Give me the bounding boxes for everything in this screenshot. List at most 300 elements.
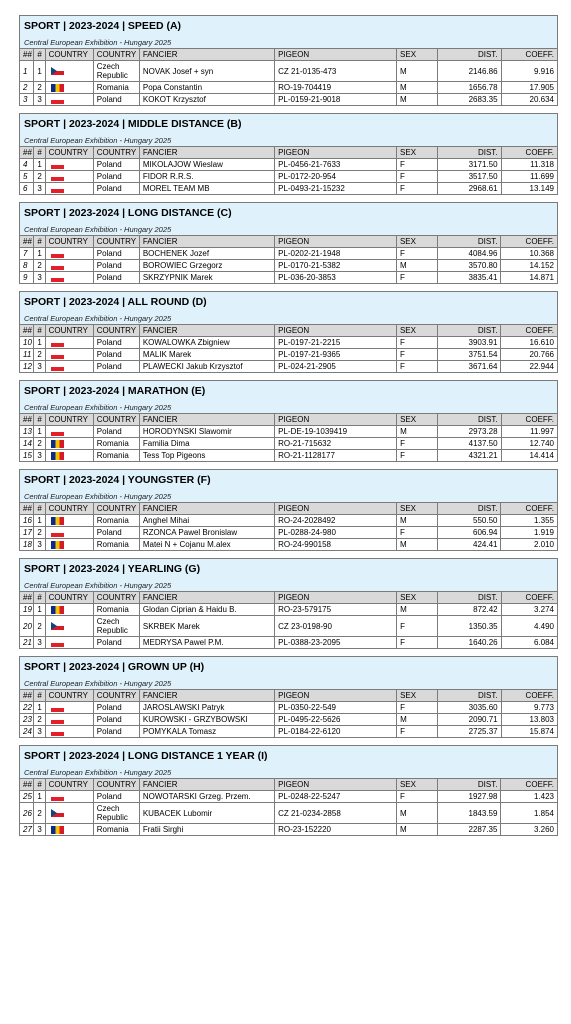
pigeon-cell: PL-0493-21-15232 (275, 183, 397, 195)
country-cell: Poland (93, 637, 139, 649)
row-number: 17 (20, 527, 34, 539)
category-section (19, 113, 558, 195)
col-dist-header: DIST. (438, 49, 502, 61)
rank-cell: 1 (34, 515, 45, 527)
table-row (20, 260, 558, 272)
country-flag-cell (45, 527, 93, 539)
pigeon-cell: PL-0170-21-5382 (275, 260, 397, 272)
fancier-cell: Matei N + Cojanu M.alex (139, 539, 274, 551)
sex-cell: M (397, 515, 438, 527)
dist-cell: 4321.21 (438, 450, 502, 462)
country-flag-cell (45, 82, 93, 94)
country-flag-cell (45, 349, 93, 361)
flag-icon-ro (51, 440, 64, 448)
country-cell: Poland (93, 171, 139, 183)
country-cell: Romania (93, 515, 139, 527)
dist-cell: 2090.71 (438, 714, 502, 726)
country-cell: Romania (93, 824, 139, 836)
fancier-cell: POMYKALA Tomasz (139, 726, 274, 738)
col-pigeon-header: PIGEON (275, 414, 397, 426)
col-country-flag-header: COUNTRY (45, 779, 93, 791)
table-header-row (20, 147, 558, 159)
section-title: SPORT | 2023-2024 | YOUNGSTER (F) (20, 470, 558, 491)
sex-cell: F (397, 438, 438, 450)
col-pigeon-header: PIGEON (275, 147, 397, 159)
pigeon-cell: PL-0495-22-5626 (275, 714, 397, 726)
flag-icon-ro (51, 452, 64, 460)
sex-cell: M (397, 426, 438, 438)
dist-cell: 1927.98 (437, 791, 501, 803)
fancier-cell: PLAWECKI Jakub Krzysztof (139, 361, 274, 373)
col-rank-header: # (34, 325, 45, 337)
row-number: 5 (20, 171, 34, 183)
row-number: 4 (20, 159, 34, 171)
fancier-cell: MIKOLAJOW Wieslaw (139, 159, 274, 171)
col-fancier-header: FANCIER (139, 325, 274, 337)
col-fancier-header: FANCIER (139, 147, 274, 159)
col-fancier-header: FANCIER (139, 779, 274, 791)
country-cell: Poland (93, 272, 139, 284)
dist-cell: 3171.50 (438, 159, 502, 171)
fancier-cell: MEDRYSA Pawel P.M. (139, 637, 274, 649)
table-header-row (20, 236, 558, 248)
sex-cell: M (397, 539, 438, 551)
dist-cell: 3671.64 (437, 361, 501, 373)
coeff-cell: 9.916 (501, 61, 557, 82)
col-rownum-header: ## (20, 690, 34, 702)
row-number: 16 (20, 515, 34, 527)
flag-icon-ro (51, 826, 64, 834)
sex-cell: F (397, 702, 438, 714)
country-cell: Romania (93, 450, 139, 462)
flag-icon-pl (51, 639, 64, 647)
col-coeff-header: COEFF. (501, 503, 558, 515)
col-pigeon-header: PIGEON (275, 690, 397, 702)
col-dist-header: DIST. (438, 592, 502, 604)
dist-cell: 550.50 (437, 515, 501, 527)
col-rownum-header: ## (20, 592, 34, 604)
country-flag-cell (45, 714, 93, 726)
country-cell: Poland (93, 791, 139, 803)
rank-cell: 1 (34, 61, 45, 82)
row-number: 15 (20, 450, 34, 462)
country-cell: Romania (93, 82, 139, 94)
coeff-cell: 20.766 (501, 349, 558, 361)
sex-cell: F (397, 183, 438, 195)
flag-icon-pl (51, 262, 64, 270)
country-flag-cell (45, 539, 93, 551)
table-row (20, 726, 558, 738)
sex-cell: F (396, 361, 437, 373)
fancier-cell: Anghel Mihai (139, 515, 274, 527)
table-row (20, 450, 558, 462)
col-sex-header: SEX (397, 592, 438, 604)
col-rank-header: # (34, 503, 45, 515)
table-row (20, 702, 558, 714)
pigeon-cell: CZ 21-0135-473 (275, 61, 397, 82)
table-row (20, 426, 558, 438)
country-flag-cell (45, 824, 93, 836)
sex-cell: M (397, 82, 438, 94)
row-number: 3 (20, 94, 34, 106)
coeff-cell: 14.152 (501, 260, 558, 272)
flag-icon-pl (51, 716, 64, 724)
category-section (19, 380, 558, 462)
pigeon-cell: PL-0350-22-549 (275, 702, 397, 714)
dist-cell: 2683.35 (438, 94, 502, 106)
dist-cell: 1843.59 (437, 803, 501, 824)
country-cell: Poland (93, 159, 139, 171)
country-cell: Poland (93, 260, 139, 272)
fancier-cell: KUBACEK Lubomir (139, 803, 274, 824)
table-row (20, 824, 558, 836)
table-row (20, 61, 558, 82)
pigeon-cell: RO-24-2028492 (275, 515, 397, 527)
dist-cell: 3570.80 (437, 260, 501, 272)
row-number: 1 (20, 61, 34, 82)
pigeon-cell: PL-0197-21-2215 (275, 337, 397, 349)
row-number: 18 (20, 539, 34, 551)
rank-cell: 2 (34, 438, 45, 450)
col-sex-header: SEX (396, 236, 437, 248)
dist-cell: 2725.37 (438, 726, 502, 738)
pigeon-cell: PL-0248-22-5247 (275, 791, 397, 803)
col-country-header: COUNTRY (93, 325, 139, 337)
pigeon-cell: PL-DE-19-1039419 (275, 426, 397, 438)
fancier-cell: KUROWSKI - GRZYBOWSKI (139, 714, 274, 726)
country-flag-cell (45, 171, 93, 183)
col-country-header: COUNTRY (93, 690, 139, 702)
dist-cell: 4084.96 (437, 248, 501, 260)
pigeon-cell: PL-0184-22-6120 (275, 726, 397, 738)
section-subtitle: Central European Exhibition - Hungary 2025 (20, 223, 558, 236)
rank-cell: 1 (34, 604, 45, 616)
fancier-cell: SKRBEK Marek (139, 616, 274, 637)
fancier-cell: Tess Top Pigeons (139, 450, 274, 462)
country-cell: Poland (93, 337, 139, 349)
flag-icon-cz (51, 809, 64, 817)
coeff-cell: 1.423 (501, 791, 558, 803)
col-rank-header: # (34, 147, 45, 159)
country-flag-cell (45, 94, 93, 106)
row-number: 7 (20, 248, 34, 260)
coeff-cell: 16.610 (501, 337, 558, 349)
pigeon-cell: RO-23-152220 (275, 824, 397, 836)
table-row (20, 361, 558, 373)
col-fancier-header: FANCIER (139, 236, 274, 248)
col-sex-header: SEX (397, 503, 438, 515)
sex-cell: F (396, 791, 437, 803)
flag-icon-pl (51, 250, 64, 258)
section-title: SPORT | 2023-2024 | YEARLING (G) (20, 559, 558, 580)
dist-cell: 1656.78 (438, 82, 502, 94)
col-country-flag-header: COUNTRY (45, 49, 93, 61)
country-cell: Czech Republic (93, 616, 139, 637)
table-header-row (20, 690, 558, 702)
row-number: 8 (20, 260, 34, 272)
country-cell: Poland (93, 702, 139, 714)
col-pigeon-header: PIGEON (275, 592, 397, 604)
country-flag-cell (45, 426, 93, 438)
table-row (20, 616, 558, 637)
section-title: SPORT | 2023-2024 | ALL ROUND (D) (20, 292, 558, 313)
section-title: SPORT | 2023-2024 | GROWN UP (H) (20, 657, 558, 678)
country-cell: Poland (93, 714, 139, 726)
category-section (19, 469, 558, 551)
country-flag-cell (45, 272, 93, 284)
category-section (19, 558, 558, 649)
sex-cell: M (397, 94, 438, 106)
col-sex-header: SEX (397, 147, 438, 159)
coeff-cell: 1.854 (501, 803, 558, 824)
table-row (20, 337, 558, 349)
dist-cell: 606.94 (437, 527, 501, 539)
country-flag-cell (45, 450, 93, 462)
country-flag-cell (45, 726, 93, 738)
row-number: 25 (20, 791, 34, 803)
dist-cell: 872.42 (438, 604, 502, 616)
section-title: SPORT | 2023-2024 | LONG DISTANCE (C) (20, 203, 558, 224)
col-country-header: COUNTRY (93, 49, 139, 61)
dist-cell: 3035.60 (438, 702, 502, 714)
sex-cell: F (396, 248, 437, 260)
coeff-cell: 17.905 (501, 82, 557, 94)
flag-icon-pl (51, 793, 64, 801)
category-section (19, 656, 558, 738)
table-row (20, 272, 558, 284)
category-section (19, 745, 558, 836)
flag-icon-pl (51, 529, 64, 537)
coeff-cell: 11.318 (501, 159, 557, 171)
section-subtitle: Central European Exhibition - Hungary 2025 (20, 766, 558, 779)
dist-cell: 2968.61 (438, 183, 502, 195)
results-table (19, 469, 558, 551)
col-rank-header: # (34, 690, 45, 702)
country-cell: Poland (93, 349, 139, 361)
pigeon-cell: RO-23-579175 (275, 604, 397, 616)
pigeon-cell: PL-0456-21-7633 (275, 159, 397, 171)
col-rownum-header: ## (20, 236, 34, 248)
fancier-cell: Glodan Ciprian & Haidu B. (139, 604, 274, 616)
results-table (19, 113, 558, 195)
coeff-cell: 3.260 (501, 824, 558, 836)
col-rank-header: # (34, 779, 45, 791)
coeff-cell: 15.874 (501, 726, 557, 738)
category-section (19, 15, 558, 106)
pigeon-cell: RO-19-704419 (275, 82, 397, 94)
col-fancier-header: FANCIER (139, 690, 274, 702)
row-number: 10 (20, 337, 34, 349)
col-country-flag-header: COUNTRY (45, 414, 93, 426)
pigeon-cell: CZ 21-0234-2858 (275, 803, 397, 824)
dist-cell: 2287.35 (437, 824, 501, 836)
coeff-cell: 2.010 (501, 539, 558, 551)
rank-cell: 1 (34, 337, 45, 349)
col-sex-header: SEX (397, 49, 438, 61)
coeff-cell: 10.368 (501, 248, 558, 260)
rank-cell: 1 (34, 791, 45, 803)
flag-icon-pl (51, 363, 64, 371)
country-flag-cell (45, 604, 93, 616)
sex-cell: M (397, 604, 438, 616)
section-subtitle: Central European Exhibition - Hungary 2025 (20, 579, 558, 592)
country-flag-cell (45, 337, 93, 349)
country-flag-cell (45, 159, 93, 171)
col-coeff-header: COEFF. (501, 779, 558, 791)
flag-icon-cz (51, 67, 64, 75)
fancier-cell: HORODYNSKI Slawomir (139, 426, 274, 438)
coeff-cell: 11.997 (501, 426, 557, 438)
flag-icon-pl (51, 96, 64, 104)
col-rank-header: # (34, 236, 45, 248)
country-flag-cell (45, 803, 93, 824)
flag-icon-pl (51, 728, 64, 736)
pigeon-cell: RO-21-715632 (275, 438, 397, 450)
dist-cell: 3751.54 (437, 349, 501, 361)
pigeon-cell: PL-0159-21-9018 (275, 94, 397, 106)
col-rownum-header: ## (20, 147, 34, 159)
dist-cell: 3517.50 (438, 171, 502, 183)
section-subtitle: Central European Exhibition - Hungary 2025 (20, 36, 558, 49)
col-sex-header: SEX (397, 690, 438, 702)
col-country-flag-header: COUNTRY (45, 503, 93, 515)
col-coeff-header: COEFF. (501, 49, 557, 61)
category-section (19, 202, 558, 284)
col-dist-header: DIST. (438, 690, 502, 702)
sex-cell: F (396, 337, 437, 349)
flag-icon-pl (51, 274, 64, 282)
col-country-header: COUNTRY (93, 779, 139, 791)
col-rank-header: # (34, 414, 45, 426)
fancier-cell: JAROSLAWSKI Patryk (139, 702, 274, 714)
flag-icon-pl (51, 161, 64, 169)
country-flag-cell (45, 61, 93, 82)
col-country-header: COUNTRY (93, 414, 139, 426)
col-pigeon-header: PIGEON (275, 236, 397, 248)
table-row (20, 82, 558, 94)
section-subtitle: Central European Exhibition - Hungary 2025 (20, 490, 558, 503)
section-title: SPORT | 2023-2024 | LONG DISTANCE 1 YEAR (I) (20, 746, 558, 767)
row-number: 22 (20, 702, 34, 714)
col-fancier-header: FANCIER (139, 503, 274, 515)
coeff-cell: 6.084 (501, 637, 557, 649)
sex-cell: M (396, 824, 437, 836)
fancier-cell: MALIK Marek (139, 349, 274, 361)
fancier-cell: Popa Constantin (139, 82, 274, 94)
col-dist-header: DIST. (438, 414, 502, 426)
country-cell: Poland (93, 426, 139, 438)
rank-cell: 2 (34, 803, 45, 824)
flag-icon-ro (51, 517, 64, 525)
rank-cell: 3 (34, 361, 45, 373)
col-country-header: COUNTRY (93, 147, 139, 159)
rank-cell: 3 (34, 637, 45, 649)
flag-icon-pl (51, 428, 64, 436)
section-subtitle: Central European Exhibition - Hungary 2025 (20, 401, 558, 414)
country-flag-cell (45, 515, 93, 527)
flag-icon-pl (51, 185, 64, 193)
pigeon-cell: PL-024-21-2905 (275, 361, 397, 373)
coeff-cell: 12.740 (501, 438, 557, 450)
col-country-flag-header: COUNTRY (45, 325, 93, 337)
col-country-header: COUNTRY (93, 503, 139, 515)
table-row (20, 791, 558, 803)
results-table (19, 15, 558, 106)
col-country-flag-header: COUNTRY (45, 592, 93, 604)
table-header-row (20, 503, 558, 515)
section-subtitle: Central European Exhibition - Hungary 2025 (20, 134, 558, 147)
row-number: 20 (20, 616, 34, 637)
rank-cell: 1 (34, 248, 45, 260)
rank-cell: 2 (34, 349, 45, 361)
col-pigeon-header: PIGEON (275, 325, 397, 337)
country-flag-cell (45, 616, 93, 637)
sex-cell: M (396, 260, 437, 272)
flag-icon-cz (51, 622, 64, 630)
col-dist-header: DIST. (437, 236, 501, 248)
flag-icon-ro (51, 541, 64, 549)
country-flag-cell (45, 637, 93, 649)
coeff-cell: 14.414 (501, 450, 557, 462)
country-cell: Romania (93, 438, 139, 450)
rank-cell: 2 (34, 714, 45, 726)
country-cell: Poland (93, 726, 139, 738)
col-pigeon-header: PIGEON (275, 503, 397, 515)
row-number: 23 (20, 714, 34, 726)
col-sex-header: SEX (396, 325, 437, 337)
sex-cell: F (397, 726, 438, 738)
flag-icon-ro (51, 606, 64, 614)
pigeon-cell: PL-0388-23-2095 (275, 637, 397, 649)
col-dist-header: DIST. (438, 147, 502, 159)
fancier-cell: SKRZYPNIK Marek (139, 272, 274, 284)
col-dist-header: DIST. (437, 325, 501, 337)
rank-cell: 2 (34, 260, 45, 272)
country-cell: Romania (93, 604, 139, 616)
results-table (19, 558, 558, 649)
col-rownum-header: ## (20, 49, 34, 61)
coeff-cell: 14.871 (501, 272, 558, 284)
coeff-cell: 11.699 (501, 171, 557, 183)
col-rank-header: # (34, 592, 45, 604)
flag-icon-ro (51, 84, 64, 92)
sex-cell: F (397, 527, 438, 539)
table-row (20, 515, 558, 527)
row-number: 12 (20, 361, 34, 373)
col-country-header: COUNTRY (93, 236, 139, 248)
dist-cell: 3835.41 (437, 272, 501, 284)
rank-cell: 3 (34, 272, 45, 284)
flag-icon-pl (51, 173, 64, 181)
pigeon-cell: RO-24-990158 (275, 539, 397, 551)
dist-cell: 2973.28 (438, 426, 502, 438)
fancier-cell: NOWOTARSKI Grzeg. Przem. (139, 791, 274, 803)
country-flag-cell (45, 361, 93, 373)
rank-cell: 3 (34, 183, 45, 195)
section-title: SPORT | 2023-2024 | MARATHON (E) (20, 381, 558, 402)
table-row (20, 94, 558, 106)
country-cell: Poland (93, 361, 139, 373)
col-sex-header: SEX (396, 779, 437, 791)
sex-cell: F (396, 272, 437, 284)
rank-cell: 3 (34, 450, 45, 462)
country-flag-cell (45, 260, 93, 272)
col-fancier-header: FANCIER (139, 414, 274, 426)
coeff-cell: 13.803 (501, 714, 557, 726)
sex-cell: F (397, 616, 438, 637)
col-coeff-header: COEFF. (501, 414, 557, 426)
pigeon-cell: RO-21-1128177 (275, 450, 397, 462)
